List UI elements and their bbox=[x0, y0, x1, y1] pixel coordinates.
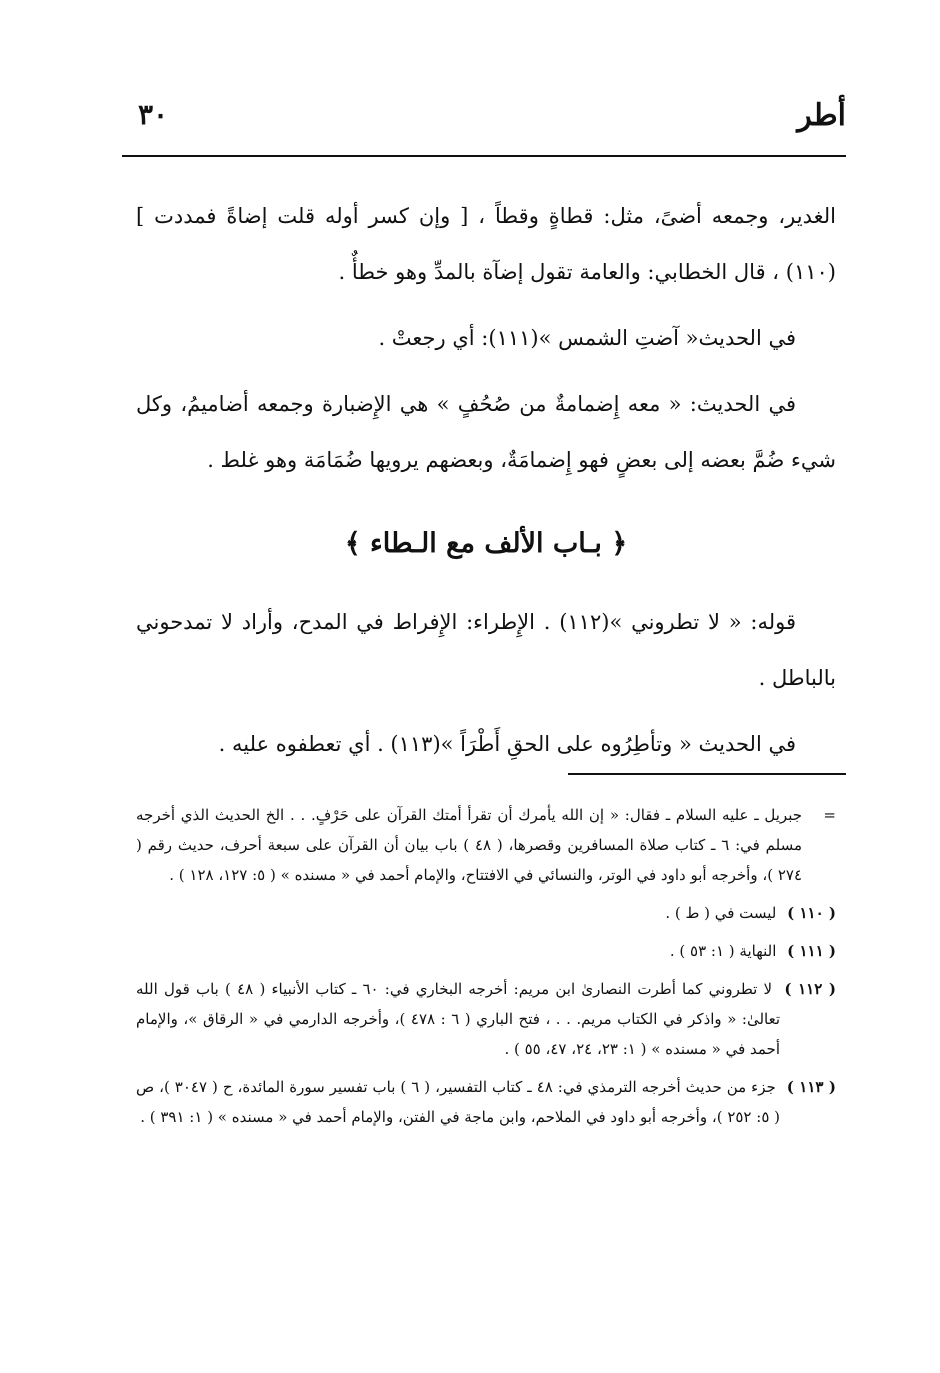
paragraph-ghadir: الغدير، وجمعه أضىً، مثل: قطاةٍ وقطاً ، [ وإن كسر أوله قلت إضاةً فمددت ](١١٠) ، قال الخطابي: والعامة تقول إضآة بالمدِّ وهو خطأٌ . bbox=[136, 204, 836, 284]
footnote-marker: ( ١١٢ ) bbox=[784, 980, 837, 998]
paragraph-idmama: في الحديث: « معه إِضمامةٌ من صُحُفٍ » هي الإِضبارة وجمعه أضاميمُ، وكل شيء ضُمَّ بعضه إلى بعضٍ فهو إِضمامَةٌ، وبعضهم يرويها ضُمَامَة وهو غلط . bbox=[136, 392, 836, 472]
header-rule bbox=[122, 155, 846, 157]
continuation-marker: = bbox=[823, 806, 836, 824]
section-title: ﴿ بـاب الألف مع الـطاء ﴾ bbox=[344, 528, 628, 559]
footnote-continuation-text: جبريل ـ عليه السلام ـ فقال: « إن الله يأمرك أن تقرأ أمتك القرآن على حَرْفٍ. . . الخ الحديث الذي أخرجه مسلم في: ٦ ـ كتاب صلاة المسافرين وقصرها، ( ٤٨ ) باب بيان أن القرآن على سبعة أحرف، حديث رقم ( ٢٧٤ )، وأخرجه أبو داود في الوتر، والنسائي في الافتتاح، والإمام أحمد في « مسنده » ( ٥: ١٢٧، ١٢٨ ) . bbox=[136, 806, 802, 884]
footnote-text: النهاية ( ١: ٥٣ ) . bbox=[669, 942, 777, 960]
footnote-text: لا تطروني كما أطرت النصارىٰ ابن مريم: أخرجه البخاري في: ٦٠ ـ كتاب الأنبياء ( ٤٨ ) باب قول الله تعالىٰ: « واذكر في الكتاب مريم. . . ، فتح الباري ( ٦ : ٤٧٨ )، وأخرجه الدارمي في « الرقاق »، والإمام أحمد في « مسنده » ( ١: ٢٣، ٢٤، ٤٧، ٥٥ ) . bbox=[136, 980, 781, 1058]
page-header bbox=[122, 92, 846, 142]
entry-word-heading: أطر bbox=[797, 98, 846, 133]
main-text bbox=[136, 188, 836, 772]
footnote-112 bbox=[136, 974, 836, 1064]
footnote-113 bbox=[136, 1072, 836, 1132]
footnotes bbox=[136, 800, 836, 1140]
footnote-text: جزء من حديث أخرجه الترمذي في: ٤٨ ـ كتاب التفسير، ( ٦ ) باب تفسير سورة المائدة، ح ( ٣٠٤٧ )، ص ( ٥: ٢٥٢ )، وأخرجه أبو داود في الملاحم، وابن ماجة في الفتن، والإمام أحمد في « مسنده » ( ١: ٣٩١ ) . bbox=[136, 1078, 780, 1126]
footnote-110 bbox=[136, 898, 836, 928]
footnote-marker: ( ١١٣ ) bbox=[786, 1078, 836, 1096]
page-number: ٣٠ bbox=[138, 98, 169, 131]
paragraph-adat-al-shams: في الحديث« آضتِ الشمس »(١١١): أي رجعتْ . bbox=[378, 326, 796, 350]
footnote-text: ليست في ( ط ) . bbox=[665, 904, 777, 922]
footnote-marker: ( ١١٠ ) bbox=[787, 904, 836, 922]
paragraph-ta-tiruhu: في الحديث « وتأطِرُوه على الحقِ أَطْرَاً »(١١٣) . أي تعطفوه عليه . bbox=[218, 732, 796, 756]
footnote-111 bbox=[136, 936, 836, 966]
footnote-rule bbox=[568, 773, 846, 775]
footnote-marker: ( ١١١ ) bbox=[787, 942, 836, 960]
paragraph-la-tutruni: قوله: « لا تطروني »(١١٢) . الإِطراء: الإِفراط في المدح، وأراد لا تمدحوني بالباطل . bbox=[136, 610, 836, 690]
footnote-continuation bbox=[136, 800, 836, 890]
